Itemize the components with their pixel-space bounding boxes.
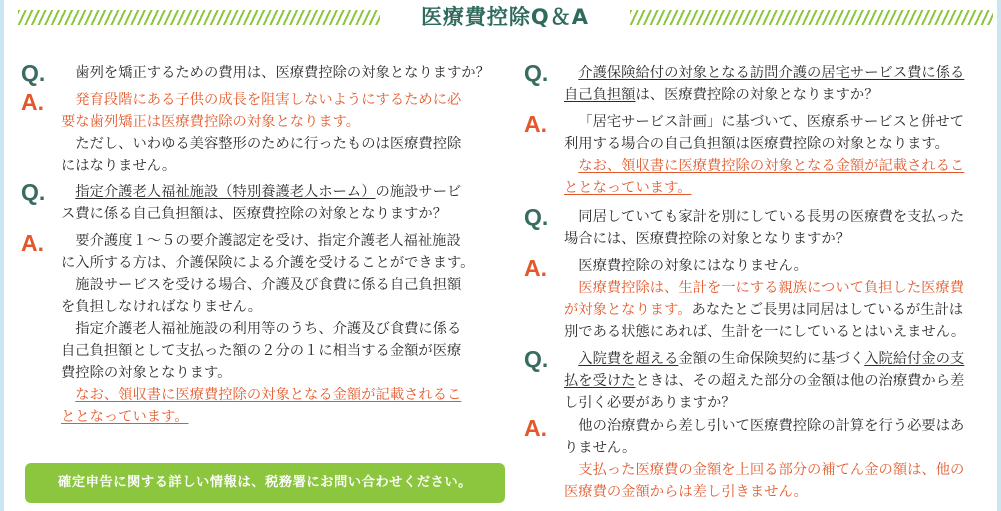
answer-line: りません。 (564, 440, 637, 456)
answer-text (61, 89, 461, 177)
answer-line: 別である状態にあれば、生計を一にしているとはいえません。 (564, 324, 966, 340)
question-line: 歯列を矯正するための費用は、医療費控除の対象となりますか？ (75, 65, 490, 81)
answer-line: ととなっています。 (564, 180, 692, 196)
page-title: 医療費控除Q＆A (420, 5, 590, 29)
answer-mark: A. (21, 230, 44, 256)
question-mark: Q. (524, 346, 549, 372)
answer-line: にはなりません。 (61, 158, 177, 174)
answer-text (564, 415, 964, 503)
answer-text (564, 111, 964, 199)
question-text (564, 348, 964, 414)
question-text-rest: ときは、その超えた部分の金額は他の治療費から差 (635, 373, 965, 389)
answer-line: 指定介護老人福祉施設の利用等のうち、介護及び食費に係る (75, 321, 462, 337)
answer-line: を負担しなければなりません。 (61, 299, 263, 315)
answer-mark: A. (21, 89, 44, 115)
answer-line (564, 299, 965, 321)
answer-mark: A. (524, 255, 547, 281)
underlined-text: 指定介護老人福祉施設（特別養護老人ホーム） (75, 184, 376, 200)
answer-line: 支払った医療費の金額を上回る部分の補てん金の額は、他の (578, 462, 965, 478)
answer-line: なお、領収書に医療費控除の対象となる金額が記載されるこ (578, 158, 965, 174)
answer-line: 利用する場合の自己負担額は医療費控除の対象となります。 (564, 136, 949, 152)
contact-note-banner: 確定申告に関する詳しい情報は、税務署にお問い合わせください。 (25, 463, 505, 503)
answer-red-text: が対象となります。 (564, 302, 692, 318)
question-mark: Q. (524, 60, 549, 86)
question-text (61, 181, 461, 225)
underlined-text: 自己負担額 (564, 87, 636, 103)
answer-line: 他の治療費から差し引いて医療費控除の計算を行う必要はあ (578, 418, 965, 434)
underlined-text: 介護保険給付の対象となる訪問介護の居宅サービス費に係る (578, 65, 965, 81)
answer-line: ととなっています。 (61, 409, 189, 425)
answer-line: 「居宅サービス計画」に基づいて、医療系サービスと併せて (578, 114, 965, 130)
underlined-text: 入院給付金の支 (864, 351, 965, 367)
qa-right-1 (524, 60, 994, 196)
question-line: 場合には、医療費控除の対象となりますか？ (564, 231, 850, 247)
answer-line: 費控除の対象となります。 (61, 365, 232, 381)
header-hatch-right (630, 10, 993, 25)
answer-line: 発育段階にある子供の成長を阻害しないようにするために必 (75, 92, 462, 108)
qa-right-3 (524, 347, 994, 502)
answer-text (564, 255, 965, 343)
question-line: 同居していても家計を別にしている長男の医療費を支払った (578, 209, 965, 225)
answer-line: 要介護度１～５の要介護認定を受け、指定介護老人福祉施設 (75, 233, 461, 249)
header (18, 3, 993, 31)
header-hatch-left (18, 10, 380, 25)
question-text (564, 62, 964, 106)
underlined-text: 入院費を超える (578, 351, 679, 367)
answer-line: 医療費控除は、生計を一にする親族について負担した医療費 (578, 280, 965, 296)
question-mark: Q. (524, 204, 549, 230)
answer-line: 医療費の金額からは差し引きません。 (564, 484, 808, 500)
question-line: ス費に係る自己負担額は、医療費控除の対象となりますか？ (61, 206, 448, 222)
answer-mark: A. (524, 415, 547, 441)
answer-text-rest: あなたとご長男は同居はしているが生計は (691, 302, 964, 318)
question-mark: Q. (21, 60, 46, 86)
answer-line: 要な歯列矯正は医療費控除の対象となります。 (61, 114, 361, 130)
qa-right-2 (524, 205, 994, 340)
underlined-text: 払を受けた (564, 373, 636, 389)
answer-line: 医療費控除の対象にはなりません。 (578, 258, 808, 274)
answer-line: なお、領収書に医療費控除の対象となる金額が記載されるこ (75, 387, 462, 403)
question-line (61, 181, 461, 203)
question-line (564, 348, 964, 370)
answer-line: に入所する方は、介護保険による介護を受けることができます。 (61, 255, 475, 271)
question-text-rest: の施設サービ (375, 184, 462, 200)
question-line: し引く必要がありますか？ (564, 395, 736, 411)
question-text (61, 62, 490, 84)
answer-mark: A. (524, 111, 547, 137)
answer-text (61, 230, 474, 428)
answer-line: ただし、いわゆる美容整形のために行ったものは医療費控除 (75, 136, 462, 152)
answer-line: 施設サービスを受ける場合、介護及び食費に係る自己負担額 (75, 277, 462, 293)
question-text-mid: 金額の生命保険契約に基づく (678, 351, 865, 367)
question-text (564, 206, 964, 250)
question-line (564, 370, 964, 392)
question-text-rest: は、医療費控除の対象となりますか？ (635, 87, 879, 103)
answer-line: 自己負担額として支払った額の２分の１に相当する金額が医療 (61, 343, 462, 359)
question-mark: Q. (21, 179, 46, 205)
qa-left-1 (21, 60, 501, 174)
qa-left-2 (21, 179, 501, 425)
